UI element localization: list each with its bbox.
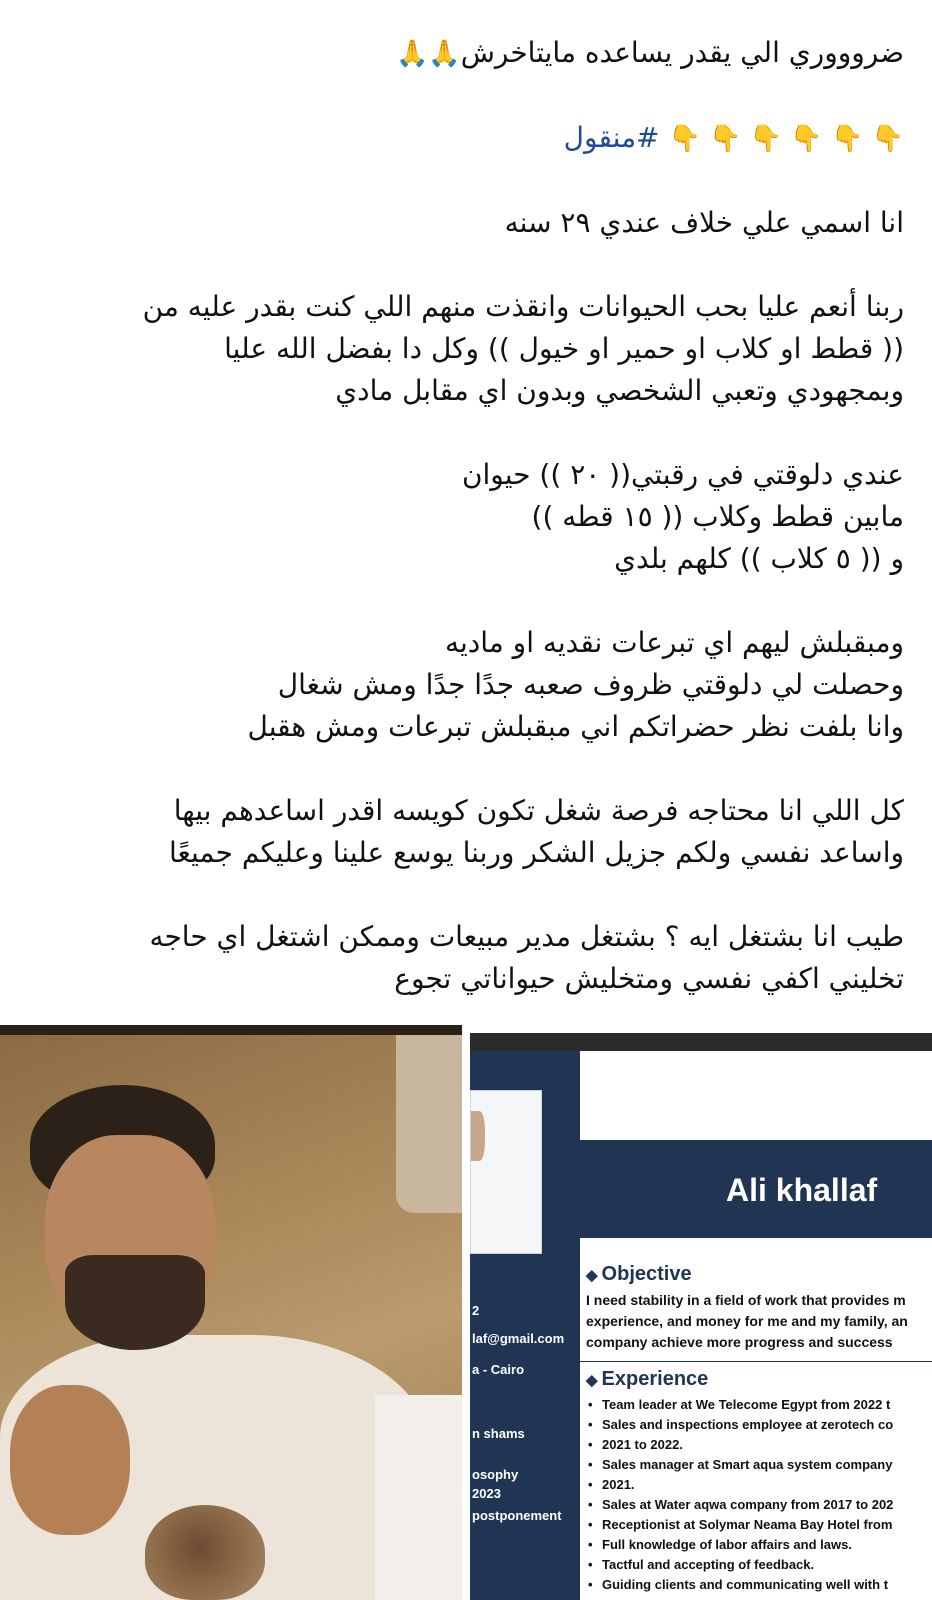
cv-objective-title: ◆ Objective bbox=[586, 1263, 692, 1285]
cv-body bbox=[586, 1263, 932, 1595]
post-line: وبمجهودي وتعبي الشخصي وبدون اي مقابل مادي bbox=[335, 374, 904, 407]
diamond-icon: ◆ bbox=[586, 1372, 598, 1389]
list-item: • Sales and inspections employee at zerotech co bbox=[586, 1415, 932, 1435]
cv-sidebar-text: laf@gmail.com bbox=[472, 1331, 565, 1346]
list-item: • Team leader at We Telecome Egypt from 2022 t bbox=[586, 1395, 932, 1415]
kitten-image bbox=[145, 1505, 265, 1600]
post-line: (( قطط او كلاب او حمير او خيول )) وكل دا بفضل الله عليا bbox=[224, 332, 904, 365]
pray-emoji-icon: 🙏🙏 bbox=[395, 39, 461, 69]
cv-sidebar-text: 2023 bbox=[472, 1486, 501, 1501]
cv-sidebar-text: a - Cairo bbox=[472, 1362, 525, 1377]
list-item: • Guiding clients and communicating well with t bbox=[586, 1575, 932, 1595]
cv-sidebar-text: osophy bbox=[472, 1467, 519, 1482]
post-line-hashtag bbox=[28, 117, 904, 160]
post-line: ومبقبلش ليهم اي تبرعات نقديه او ماديه bbox=[444, 626, 904, 659]
post-line: وانا بلفت نظر حضراتكم اني مبقبلش تبرعات ومش هقبل bbox=[247, 710, 904, 743]
post-line: طيب انا بشتغل ايه ؟ بشتغل مدير مبيعات وممكن اشتغل اي حاجه bbox=[149, 920, 904, 953]
post-line: عندي دلوقتي في رقبتي(( ٢٠ )) حيوان bbox=[461, 458, 904, 491]
cv-sidebar-text: postponement bbox=[472, 1508, 562, 1523]
cv-objective-text: I need stability in a field of work that provides m experience, and money for me and my family, an company achieve more progress and success bbox=[586, 1292, 908, 1350]
list-item: • Sales at Water aqwa company from 2017 to 202 bbox=[586, 1495, 932, 1515]
list-item: • Tactful and accepting of feedback. bbox=[586, 1555, 932, 1575]
diamond-icon: ◆ bbox=[586, 1267, 598, 1284]
post-line: مابين قطط وكلاب (( ١٥ قطه )) bbox=[531, 500, 904, 533]
photo-man-with-kitten[interactable] bbox=[0, 1025, 462, 1600]
cv-experience-list bbox=[586, 1395, 932, 1595]
list-item: • Sales manager at Smart aqua system company bbox=[586, 1455, 932, 1475]
post-line: ربنا أنعم عليا بحب الحيوانات وانقذت منهم اللي كنت بقدر عليه من bbox=[142, 290, 904, 323]
post-line: واساعد نفسي ولكم جزيل الشكر وربنا يوسع علينا وعليكم جميعًا bbox=[168, 836, 904, 869]
cv-profile-photo bbox=[470, 1090, 542, 1254]
hashtag-link[interactable]: #منقول bbox=[563, 121, 660, 154]
cv-sidebar-text: n shams bbox=[472, 1426, 525, 1441]
list-item: • Full knowledge of labor affairs and laws. bbox=[586, 1535, 932, 1555]
list-item: • Receptionist at Solymar Neama Bay Hotel from bbox=[586, 1515, 932, 1535]
cv-sidebar-text: 2 bbox=[472, 1303, 480, 1318]
post-line: و (( ٥ كلاب )) كلهم بلدي bbox=[614, 542, 904, 575]
list-item: • 2021 to 2022. bbox=[586, 1435, 932, 1455]
photo-cv[interactable] bbox=[470, 1025, 932, 1600]
post-line: تخليني اكفي نفسي ومتخليش حيواناتي تجوع bbox=[394, 962, 904, 995]
cv-name: Ali khallaf bbox=[726, 1172, 878, 1208]
post-line: انا اسمي علي خلاف عندي ٢٩ سنه bbox=[504, 206, 904, 239]
list-item: • 2021. bbox=[586, 1475, 932, 1495]
post-line-urgent: ضروووري الي يقدر يساعده مايتاخرش🙏🙏 bbox=[395, 36, 904, 69]
cv-experience-title: ◆ Experience bbox=[586, 1368, 709, 1390]
post-photos bbox=[0, 1025, 932, 1600]
cv-header bbox=[580, 1140, 932, 1238]
post-line: كل اللي انا محتاجه فرصة شغل تكون كويسه اقدر اساعدهم بيها bbox=[173, 794, 904, 827]
point-down-emoji-icon: 👇 👇 👇 👇 👇 👇 bbox=[668, 124, 904, 154]
post-line: وحصلت لي دلوقتي ظروف صعبه جدًا جدًا ومش شغال bbox=[277, 668, 904, 701]
